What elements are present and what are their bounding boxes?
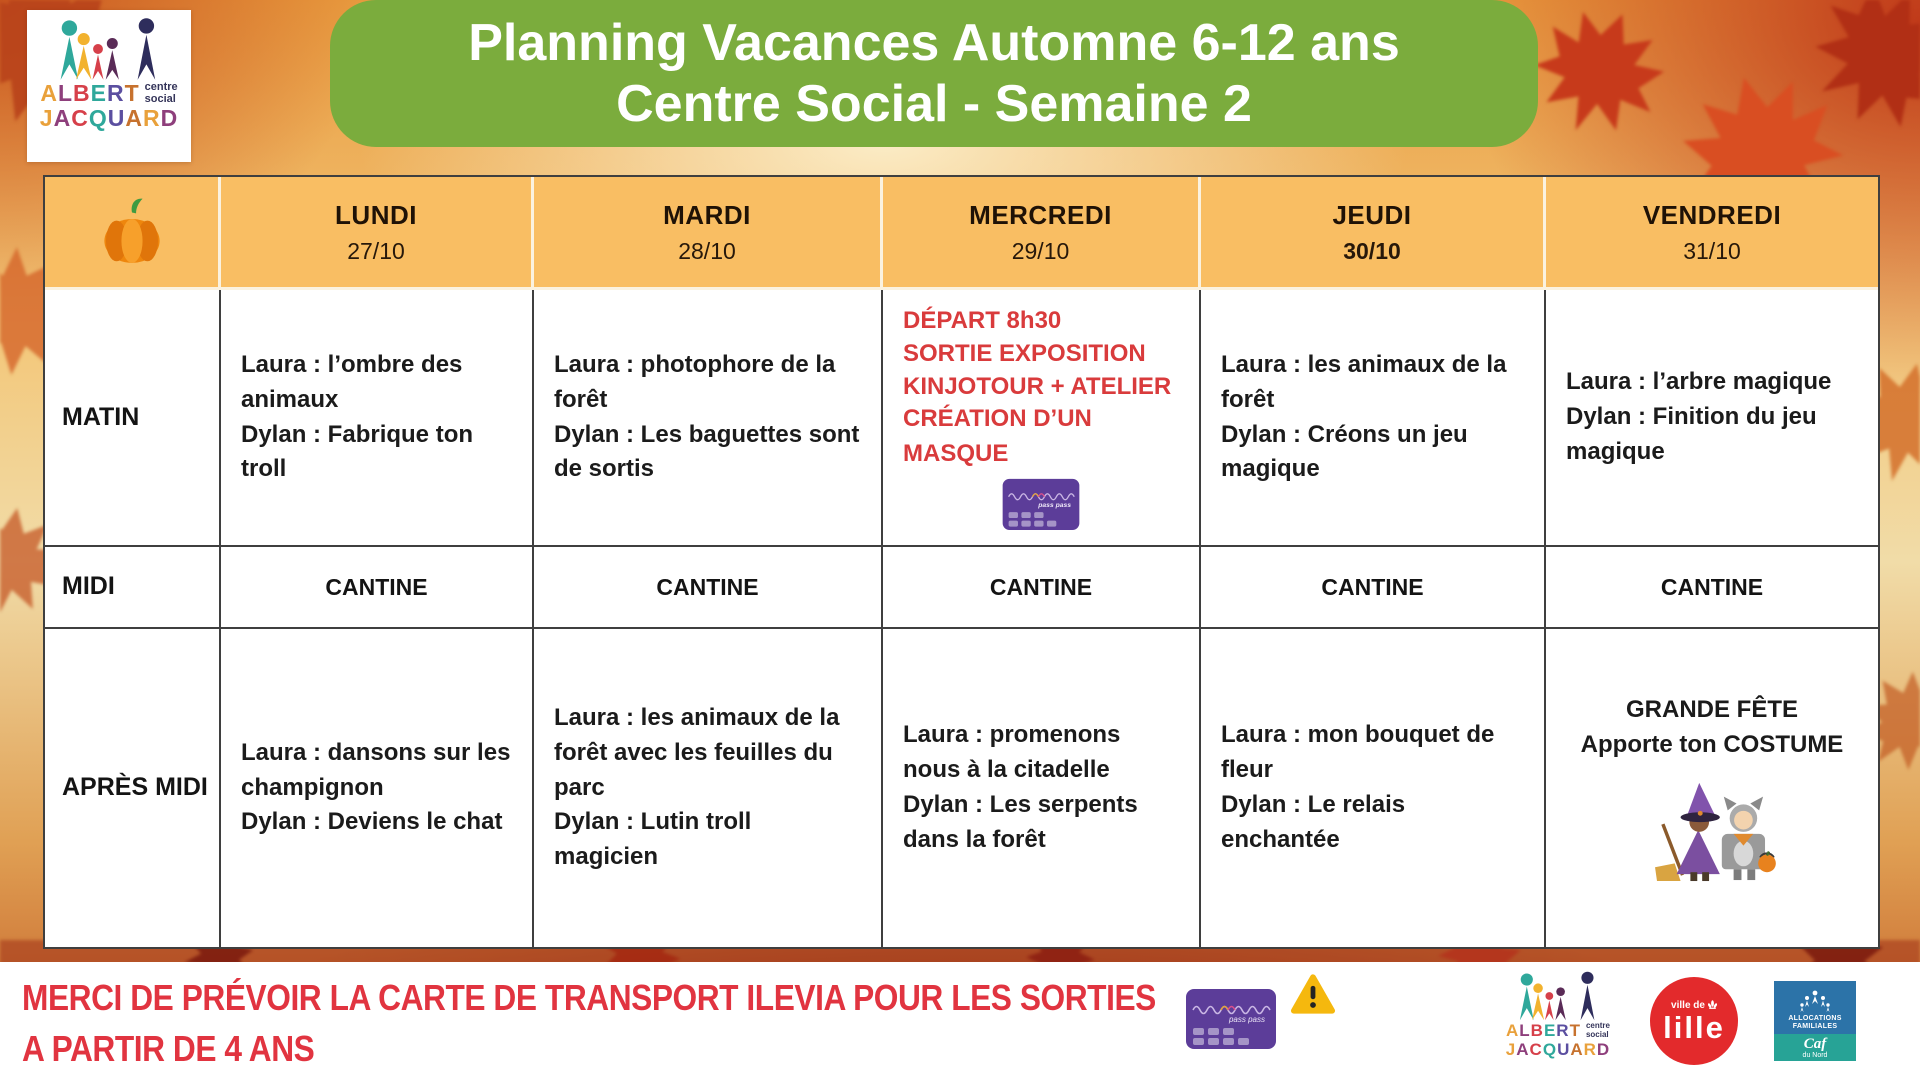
activity-matin-lundi: Laura : l’ombre des animaux Dylan : Fabrique ton troll (221, 290, 534, 547)
footer-band (0, 962, 1920, 1080)
day-date: 29/10 (1011, 237, 1070, 264)
activity-matin-vendredi: Laura : l’arbre magique Dylan : Finition du jeu magique (1546, 290, 1878, 547)
caf-name: Caf (1803, 1035, 1827, 1052)
activity-matin-jeudi: Laura : les animaux de la forêt Dylan : Créons un jeu magique (1201, 290, 1546, 547)
cantine-mercredi: CANTINE (883, 547, 1201, 629)
row-label-midi: MIDI (45, 547, 221, 629)
warning-icon (1290, 972, 1336, 1015)
activity-matin-mardi: Laura : photophore de la forêt Dylan : Les baguettes sont de sortis (534, 290, 883, 547)
planning-table (43, 175, 1880, 949)
cantine-lundi: CANTINE (221, 547, 534, 629)
day-name: LUNDI (335, 199, 417, 230)
logo-tag-line1: centre (144, 81, 178, 93)
notice-line2: A PARTIR DE 4 ANS (22, 1028, 315, 1070)
logo-tag-line1: centre (1585, 1021, 1610, 1031)
caf-sub: du Nord (1802, 1051, 1828, 1059)
logo-tag-line2: social (1585, 1029, 1609, 1039)
family-figures-icon (1510, 970, 1606, 1022)
svg-text:pass pass: pass pass (1228, 1015, 1266, 1024)
cantine-mardi: CANTINE (534, 547, 883, 629)
activity-apres-midi-lundi: Laura : dansons sur les champignon Dylan : Deviens le chat (221, 629, 534, 947)
cantine-vendredi: CANTINE (1546, 547, 1878, 629)
family-figures-icon (50, 16, 168, 82)
logo-text (40, 82, 178, 130)
albert-jacquard-logo-footer (1488, 970, 1628, 1058)
day-name: MERCREDI (969, 199, 1112, 230)
halloween-kids-icon (1636, 773, 1788, 883)
albert-jacquard-logo (27, 10, 191, 162)
fleur-de-lis-icon (1708, 1000, 1717, 1011)
activity-apres-midi-mercredi: Laura : promenons nous à la citadelle Dylan : Les serpents dans la forêt (883, 629, 1201, 947)
day-header-jeudi (1201, 177, 1546, 290)
cantine-jeudi: CANTINE (1201, 547, 1546, 629)
title-banner (330, 0, 1538, 147)
logo-name-line1: ALBERT (40, 80, 140, 107)
day-date: 28/10 (678, 237, 736, 264)
day-date: 30/10 (1343, 237, 1401, 264)
logo-name-line2: JACQUARD (1505, 1040, 1611, 1059)
activity-apres-midi-vendredi-fete: GRANDE FÊTE Apporte ton COSTUME (1546, 629, 1878, 947)
pumpkin-icon (93, 188, 171, 276)
logo-tag-line2: social (144, 92, 176, 105)
day-header-mercredi (883, 177, 1201, 290)
day-header-mardi (534, 177, 883, 290)
ville-de-lille-logo (1650, 977, 1738, 1065)
activity-apres-midi-jeudi: Laura : mon bouquet de fleur Dylan : Le relais enchantée (1201, 629, 1546, 947)
day-header-vendredi (1546, 177, 1878, 290)
title-line2: Centre Social - Semaine 2 (616, 74, 1252, 133)
activity-matin-mercredi-sortie: DÉPART 8h30 SORTIE EXPOSITION KINJOTOUR + ATELIER CRÉATION D’UN MASQUE pass pass (883, 290, 1201, 547)
activity-apres-midi-mardi: Laura : les animaux de la forêt avec les feuilles du parc Dylan : Lutin troll magicien (534, 629, 883, 947)
caf-line2: FAMILIALES (1792, 1022, 1838, 1030)
lille-logo-top-text: ville de (1671, 999, 1705, 1011)
day-date: 27/10 (347, 237, 405, 264)
day-name: JEUDI (1332, 199, 1412, 230)
day-name: VENDREDI (1642, 199, 1782, 230)
notice-line1: MERCI DE PRÉVOIR LA CARTE DE TRANSPORT ILEVIA POUR LES SORTIES (22, 977, 1156, 1018)
logo-name-line1: ALBERT (1506, 1021, 1581, 1040)
day-name: MARDI (663, 199, 751, 230)
row-label-apres-midi: APRÈS MIDI (45, 629, 221, 947)
transport-notice (22, 972, 1156, 1074)
day-header-lundi (221, 177, 534, 290)
svg-text:pass pass: pass pass (1038, 502, 1072, 510)
day-date: 31/10 (1683, 237, 1741, 264)
caf-line1: ALLOCATIONS (1788, 1014, 1842, 1022)
caf-du-nord-logo (1774, 981, 1856, 1061)
logo-name-line2: JACQUARD (39, 105, 179, 132)
title-line1: Planning Vacances Automne 6-12 ans (468, 13, 1400, 72)
pass-pass-card-icon (1185, 988, 1277, 1050)
row-label-matin: MATIN (45, 290, 221, 547)
pumpkin-header-cell (45, 177, 221, 290)
caf-figures-icon (1797, 989, 1833, 1015)
lille-logo-name: lille (1663, 1009, 1725, 1045)
pass-pass-card-icon (999, 478, 1083, 531)
